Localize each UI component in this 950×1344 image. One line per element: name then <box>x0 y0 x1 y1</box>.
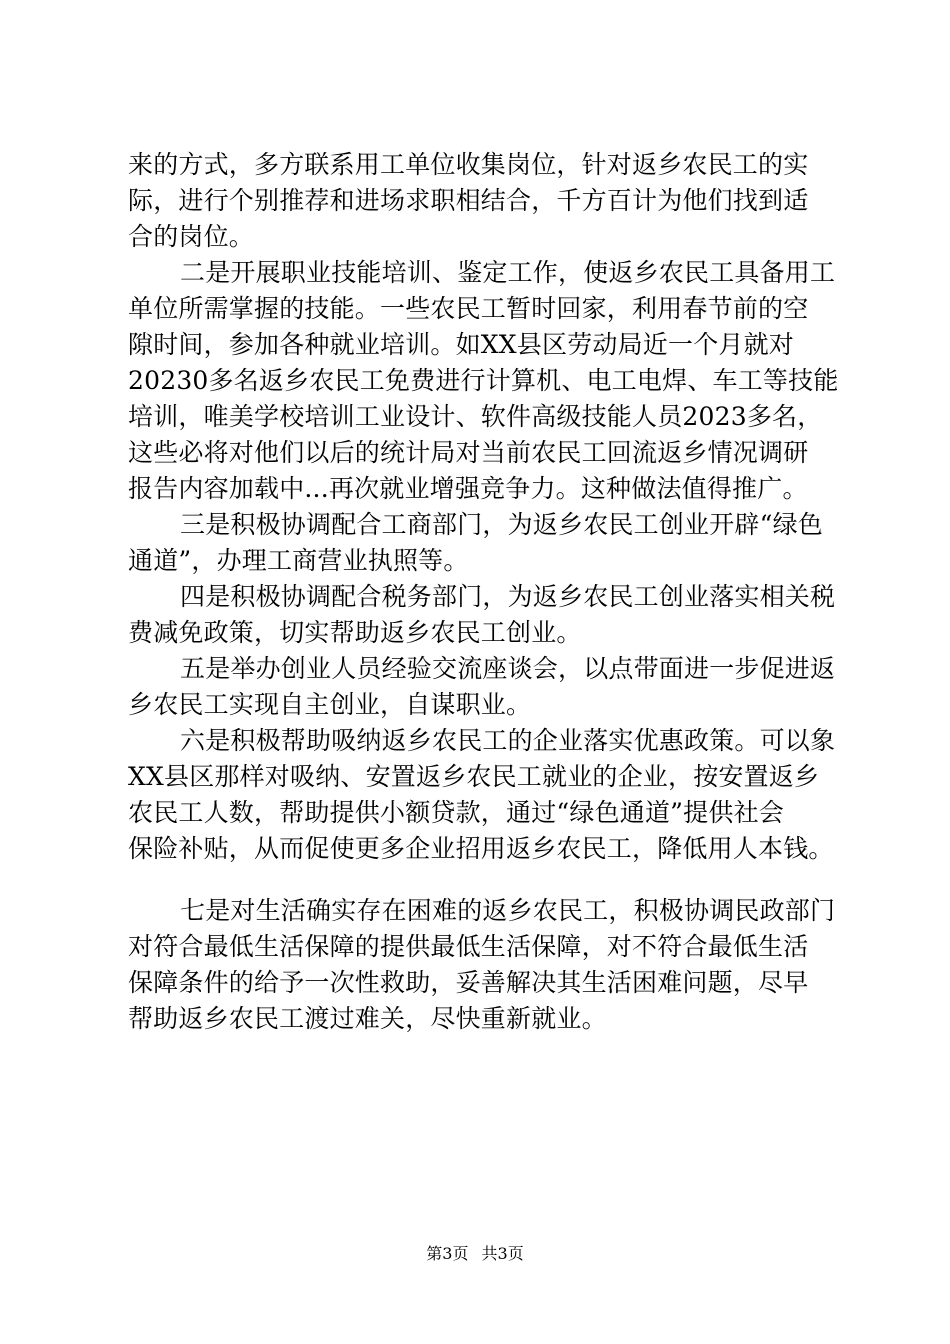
paragraph-spacer <box>128 867 848 893</box>
paragraph-living-assistance <box>128 893 848 1037</box>
text-line: 这些必将对他们以后的统计局对当前农民工回流返乡情况调研 <box>128 438 809 467</box>
paragraph-skills-training <box>128 255 848 507</box>
text-line: 来的方式，多方联系用工单位收集岗位，针对返乡农民工的实 <box>128 150 809 179</box>
text-line: 隙时间，参加各种就业培训。如XX县区劳动局近一个月就对 <box>128 330 794 359</box>
text-line: 合的岗位。 <box>128 222 255 251</box>
text-line: 三是积极协调配合工商部门，为返乡农民工创业开辟“绿色 <box>180 510 823 539</box>
text-line: 七是对生活确实存在困难的返乡农民工，积极协调民政部门 <box>180 896 836 925</box>
text-line: 费减免政策，切实帮助返乡农民工创业。 <box>128 618 582 647</box>
paragraph-business-dept <box>128 507 848 579</box>
text-line: 六是积极帮助吸纳返乡农民工的企业落实优惠政策。可以象 <box>180 726 836 755</box>
paragraph-continuation <box>128 147 848 255</box>
text-line: 乡农民工实现自主创业，自谋职业。 <box>128 690 532 719</box>
text-line: 四是积极协调配合税务部门，为返乡农民工创业落实相关税 <box>180 582 836 611</box>
text-line: XX县区那样对吸纳、安置返乡农民工就业的企业，按安置返乡 <box>128 762 820 791</box>
page-number: 第3页 <box>426 1244 469 1263</box>
text-line: 五是举办创业人员经验交流座谈会，以点带面进一步促进返 <box>180 654 836 683</box>
text-line: 对符合最低生活保障的提供最低生活保障，对不符合最低生活 <box>128 932 809 961</box>
text-line: 二是开展职业技能培训、鉴定工作，使返乡农民工具备用工 <box>180 258 836 287</box>
text-line: 单位所需掌握的技能。一些农民工暂时回家，利用春节前的空 <box>128 294 809 323</box>
page-total: 共3页 <box>481 1244 524 1263</box>
text-line: 报告内容加载中...再次就业增强竞争力。这种做法值得推广。 <box>128 474 808 503</box>
paragraph-tax-dept <box>128 579 848 651</box>
document-body <box>128 147 848 1037</box>
text-line: 农民工人数，帮助提供小额贷款，通过“绿色通道”提供社会 <box>128 798 784 827</box>
text-line: 20230多名返乡农民工免费进行计算机、电工电焊、车工等技能 <box>128 366 839 395</box>
text-line: 际，进行个别推荐和进场求职相结合，千方百计为他们找到适 <box>128 186 809 215</box>
text-line: 保障条件的给予一次性救助，妥善解决其生活困难问题，尽早 <box>128 968 809 997</box>
text-line: 通道”，办理工商营业执照等。 <box>128 546 469 575</box>
paragraph-preferential-policy <box>128 723 848 867</box>
text-line: 保险补贴，从而促使更多企业招用返乡农民工，降低用人本钱。 <box>128 834 834 863</box>
page-footer <box>0 1244 950 1264</box>
text-line: 培训，唯美学校培训工业设计、软件高级技能人员2023多名， <box>128 402 823 431</box>
paragraph-experience-exchange <box>128 651 848 723</box>
text-line: 帮助返乡农民工渡过难关，尽快重新就业。 <box>128 1004 607 1033</box>
